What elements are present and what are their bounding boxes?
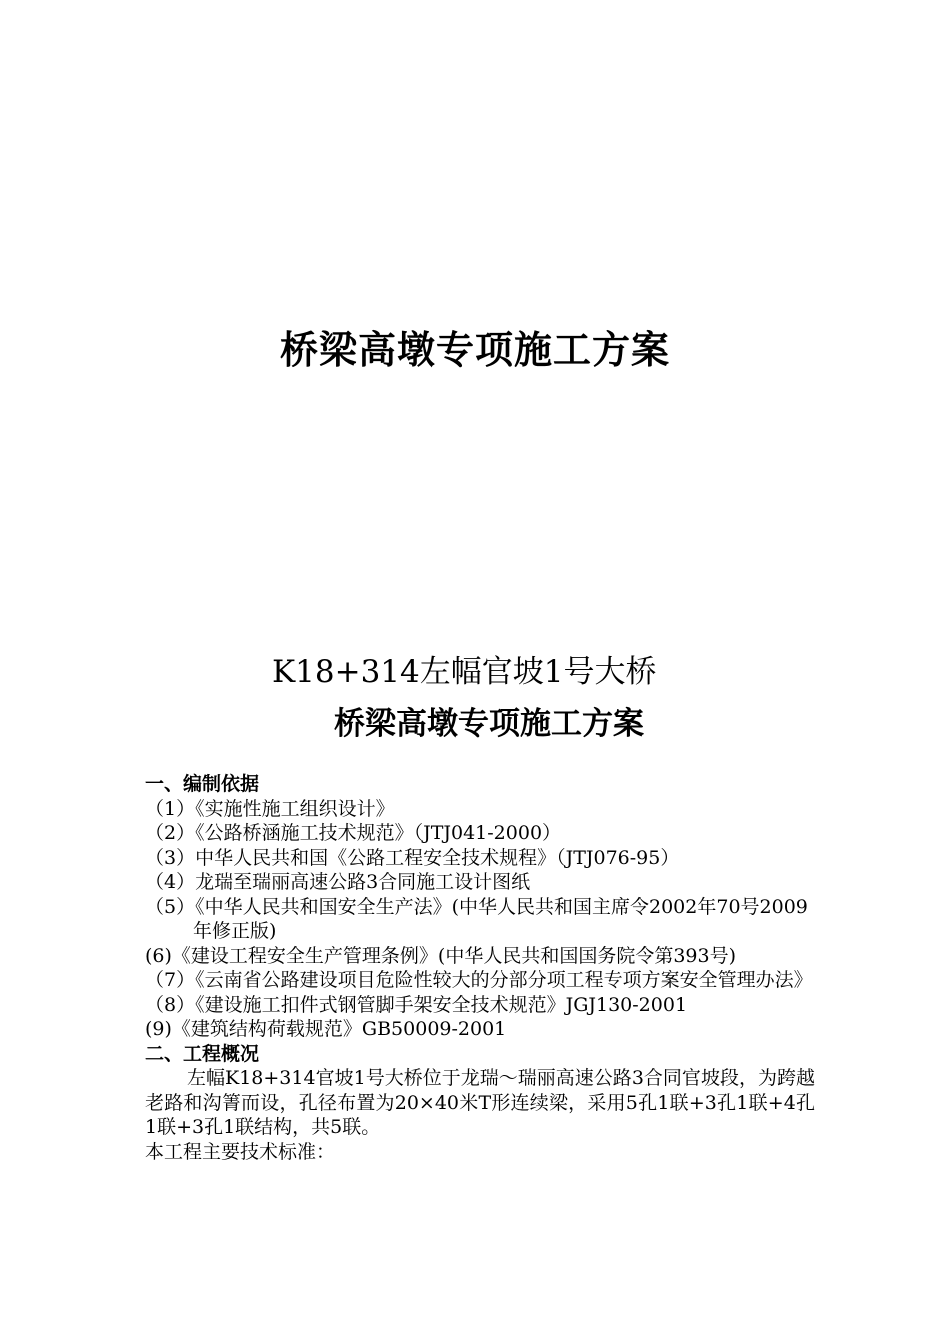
reference-item-2: （2）《公路桥涵施工技术规范》（JTJ041-2000） [145, 822, 562, 844]
reference-item-5: （5）《中华人民共和国安全生产法》(中华人民共和国主席令2002年70号2009年修正版) [145, 895, 808, 942]
section-heading-overview: 二、工程概况 [145, 1042, 260, 1065]
reference-item-1: （1）《实施性施工组织设计》 [145, 797, 395, 820]
document-body [145, 772, 815, 1164]
reference-item-4: （4）龙瑞至瑞丽高速公路3合同施工设计图纸 [145, 871, 531, 893]
reference-item-8: （8）《建设施工扣件式钢管脚手架安全技术规范》JGJ130-2001 [145, 993, 688, 1016]
bridge-name-title: K18+314左幅官坡1号大桥 [272, 654, 657, 690]
reference-item-6: (6)《建设工程安全生产管理条例》(中华人民共和国国务院令第393号) [145, 944, 737, 967]
reference-item-3: （3）中华人民共和国《公路工程安全技术规程》（JTJ076-95） [145, 846, 680, 869]
overview-paragraph: 左幅K18+314官坡1号大桥位于龙瑞～瑞丽高速公路3合同官坡段，为跨越老路和沟箐而设，孔径布置为20×40米T形连续梁，采用5孔1联+3孔1联+4孔1联+3孔1联结构，共5联。 [145, 1067, 815, 1138]
cover-title: 桥梁高墩专项施工方案 [279, 327, 670, 372]
standards-intro: 本工程主要技术标准： [145, 1140, 336, 1163]
plan-title: 桥梁高墩专项施工方案 [334, 706, 644, 742]
reference-item-7: （7）《云南省公路建设项目危险性较大的分部分项工程专项方案安全管理办法》 [145, 969, 813, 991]
section-heading-basis: 一、编制依据 [145, 773, 260, 795]
reference-item-9: (9)《建筑结构荷载规范》GB50009-2001 [145, 1018, 507, 1040]
